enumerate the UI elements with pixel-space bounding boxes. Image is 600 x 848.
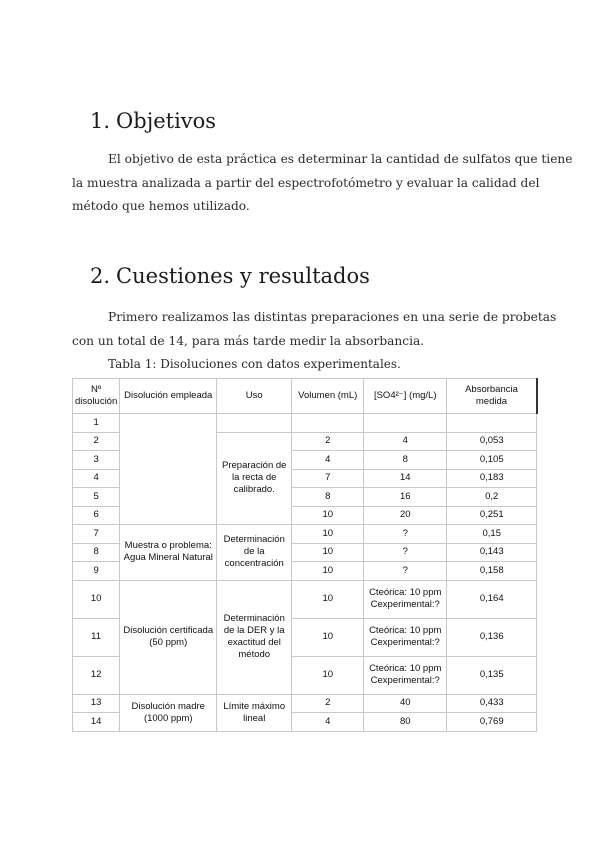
cell-vol: 10	[292, 506, 364, 525]
cell-abs: 0,769	[447, 713, 537, 732]
cell-uso: Determinación de la DER y la exactitud del método	[217, 580, 292, 694]
cell-disolucion: Disolución madre (1000 ppm)	[120, 694, 217, 731]
cell-vol: 10	[292, 580, 364, 618]
table-row	[73, 580, 537, 618]
cell-uso: Determinación de la concentración	[217, 525, 292, 581]
cell-n: 7	[73, 525, 120, 544]
paragraph-line: Primero realizamos las distintas preparaciones en una serie de probetas	[108, 310, 557, 324]
cell-n: 5	[73, 488, 120, 507]
cell-disolucion-empty	[120, 414, 217, 525]
cell-vol: 2	[292, 694, 364, 713]
cell-conc: 20	[364, 506, 447, 525]
paragraph-line: la muestra analizada a partir del espectrofotómetro y evaluar la calidad del	[72, 175, 540, 190]
header-cell: [SO4²⁻] (mg/L)	[364, 379, 447, 414]
table-caption: Tabla 1: Disoluciones con datos experimentales.	[108, 357, 401, 371]
cell-vol: 7	[292, 469, 364, 488]
cell-uso-empty	[217, 414, 292, 433]
cell-n: 6	[73, 506, 120, 525]
paragraph-line: método que hemos utilizado.	[72, 199, 250, 213]
objetivos-paragraph	[72, 148, 573, 219]
cell-abs: 0,433	[447, 694, 537, 713]
cell-vol: 10	[292, 562, 364, 581]
header-cell: Nº disolución	[73, 379, 120, 414]
cell-vol: 8	[292, 488, 364, 507]
cell-conc: 40	[364, 694, 447, 713]
cell-n: 14	[73, 713, 120, 732]
cell-abs: 0,143	[447, 543, 537, 562]
cell-n: 10	[73, 580, 120, 618]
cell-conc: 8	[364, 451, 447, 470]
cell-n: 1	[73, 414, 120, 433]
cell-vol: 4	[292, 713, 364, 732]
cell-disolucion: Muestra o problema: Agua Mineral Natural	[120, 525, 217, 581]
cell-conc: 14	[364, 469, 447, 488]
cell-n: 2	[73, 432, 120, 451]
section-number: 1.	[90, 109, 111, 133]
cell-n: 8	[73, 543, 120, 562]
cell-conc: 16	[364, 488, 447, 507]
cell-conc: Cteórica: 10 ppm Cexperimental:?	[364, 656, 447, 694]
header-cell: Uso	[217, 379, 292, 414]
cell-vol: 4	[292, 451, 364, 470]
cell-conc: ?	[364, 562, 447, 581]
cell-vol	[292, 414, 364, 433]
cell-n: 11	[73, 618, 120, 656]
section-title: Objetivos	[116, 109, 217, 133]
cell-uso: Límite máximo lineal	[217, 694, 292, 731]
header-cell: Volumen (mL)	[292, 379, 364, 414]
table-header-row	[73, 379, 537, 414]
cell-conc: Cteórica: 10 ppm Cexperimental:?	[364, 580, 447, 618]
cell-abs: 0,183	[447, 469, 537, 488]
cell-abs: 0,15	[447, 525, 537, 544]
cell-vol: 10	[292, 525, 364, 544]
cell-n: 4	[73, 469, 120, 488]
header-cell: Disolución empleada	[120, 379, 217, 414]
table-row	[73, 414, 537, 433]
section-heading-objetivos	[90, 109, 216, 133]
section-heading-cuestiones	[90, 264, 370, 288]
cell-vol: 2	[292, 432, 364, 451]
table-row	[73, 525, 537, 544]
cell-n: 9	[73, 562, 120, 581]
disoluciones-table	[72, 378, 538, 732]
cell-conc: 80	[364, 713, 447, 732]
cell-uso: Preparación de la recta de calibrado.	[217, 432, 292, 525]
cell-abs	[447, 414, 537, 433]
cell-vol: 10	[292, 656, 364, 694]
cell-conc: ?	[364, 543, 447, 562]
cell-n: 3	[73, 451, 120, 470]
table-row	[73, 694, 537, 713]
cell-abs: 0,136	[447, 618, 537, 656]
cell-conc: ?	[364, 525, 447, 544]
section-title: Cuestiones y resultados	[116, 264, 370, 288]
cell-abs: 0,135	[447, 656, 537, 694]
section-number: 2.	[90, 264, 111, 288]
cell-abs: 0,053	[447, 432, 537, 451]
cell-abs: 0,105	[447, 451, 537, 470]
paragraph-line: El objetivo de esta práctica es determinar la cantidad de sulfatos que tiene	[108, 152, 573, 166]
cell-vol: 10	[292, 543, 364, 562]
cell-conc: 4	[364, 432, 447, 451]
cell-abs: 0,158	[447, 562, 537, 581]
cell-abs: 0,164	[447, 580, 537, 618]
cell-conc	[364, 414, 447, 433]
paragraph-line: con un total de 14, para más tarde medir la absorbancia.	[72, 333, 425, 348]
cell-abs: 0,251	[447, 506, 537, 525]
cell-conc: Cteórica: 10 ppm Cexperimental:?	[364, 618, 447, 656]
cell-n: 12	[73, 656, 120, 694]
cell-vol: 10	[292, 618, 364, 656]
header-cell: Absorbancia medida	[447, 379, 537, 414]
cell-abs: 0,2	[447, 488, 537, 507]
cell-n: 13	[73, 694, 120, 713]
cell-disolucion: Disolución certificada (50 ppm)	[120, 580, 217, 694]
cuestiones-paragraph	[72, 306, 557, 353]
